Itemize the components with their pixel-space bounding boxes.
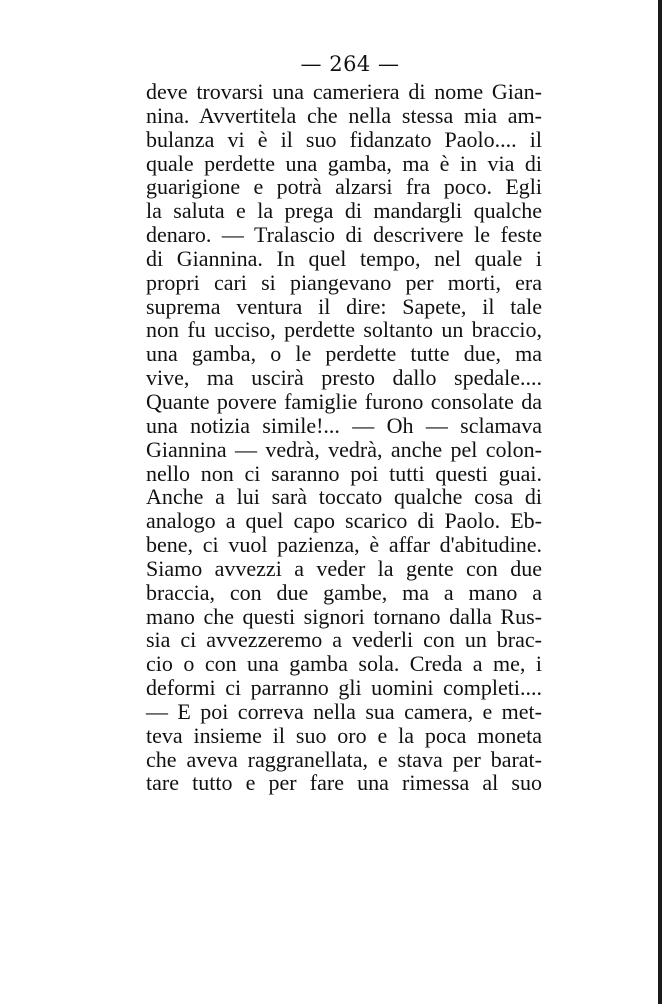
page-number: — 264 — [300, 52, 400, 76]
body-text [146, 80, 542, 795]
text-line: deve trovarsi una cameriera di nome Gian- [146, 79, 542, 104]
text-line: nello non ci saranno poi tutti questi guai. [146, 460, 542, 486]
text-line: che aveva raggranellata, e stava per barat- [146, 746, 542, 772]
text-line: non fu ucciso, perdette soltanto un braccio, [146, 317, 542, 343]
text-line: Giannina — vedrà, vedrà, anche pel colon- [146, 436, 542, 462]
text-line: quale perdette una gamba, ma è in via di [146, 150, 542, 176]
text-line: sia ci avvezzeremo a vederli con un brac- [146, 627, 542, 653]
text-line: tare tutto e per fare una rimessa al suo [146, 770, 542, 796]
text-line: di Giannina. In quel tempo, nel quale i [146, 245, 542, 271]
text-line: — E poi correva nella sua camera, e met- [146, 698, 542, 724]
text-line: vive, ma uscirà presto dallo spedale.... [146, 365, 542, 391]
text-line: analogo a quel capo scarico di Paolo. Eb- [146, 508, 542, 534]
text-line: Siamo avvezzi a veder la gente con due [146, 555, 542, 581]
text-line: deformi ci parranno gli uomini completi.... [146, 675, 542, 701]
page-edge [658, 0, 662, 1004]
text-line: denaro. — Tralascio di descrivere le feste [146, 222, 542, 248]
text-line: la saluta e la prega di mandargli qualche [146, 198, 542, 224]
text-line: nina. Avvertitela che nella stessa mia am- [146, 102, 542, 128]
text-line: cio o con una gamba sola. Creda a me, i [146, 651, 542, 677]
text-line: mano che questi signori tornano dalla Rus- [146, 603, 542, 629]
text-line: bulanza vi è il suo fidanzato Paolo.... il [146, 126, 542, 152]
text-line: Quante povere famiglie furono consolate da [146, 388, 542, 414]
text-line: una notizia simile!... — Oh — sclamava [146, 412, 542, 438]
text-line: braccia, con due gambe, ma a mano a [146, 579, 542, 605]
text-line: suprema ventura il dire: Sapete, il tale [146, 293, 542, 319]
text-line: una gamba, o le perdette tutte due, ma [146, 341, 542, 367]
text-line: propri cari si piangevano per morti, era [146, 269, 542, 295]
text-line: guarigione e potrà alzarsi fra poco. Egli [146, 174, 542, 200]
text-line: bene, ci vuol pazienza, è affar d'abitudine. [146, 532, 542, 558]
text-line: Anche a lui sarà toccato qualche cosa di [146, 484, 542, 510]
text-line: teva insieme il suo oro e la poca moneta [146, 722, 542, 748]
